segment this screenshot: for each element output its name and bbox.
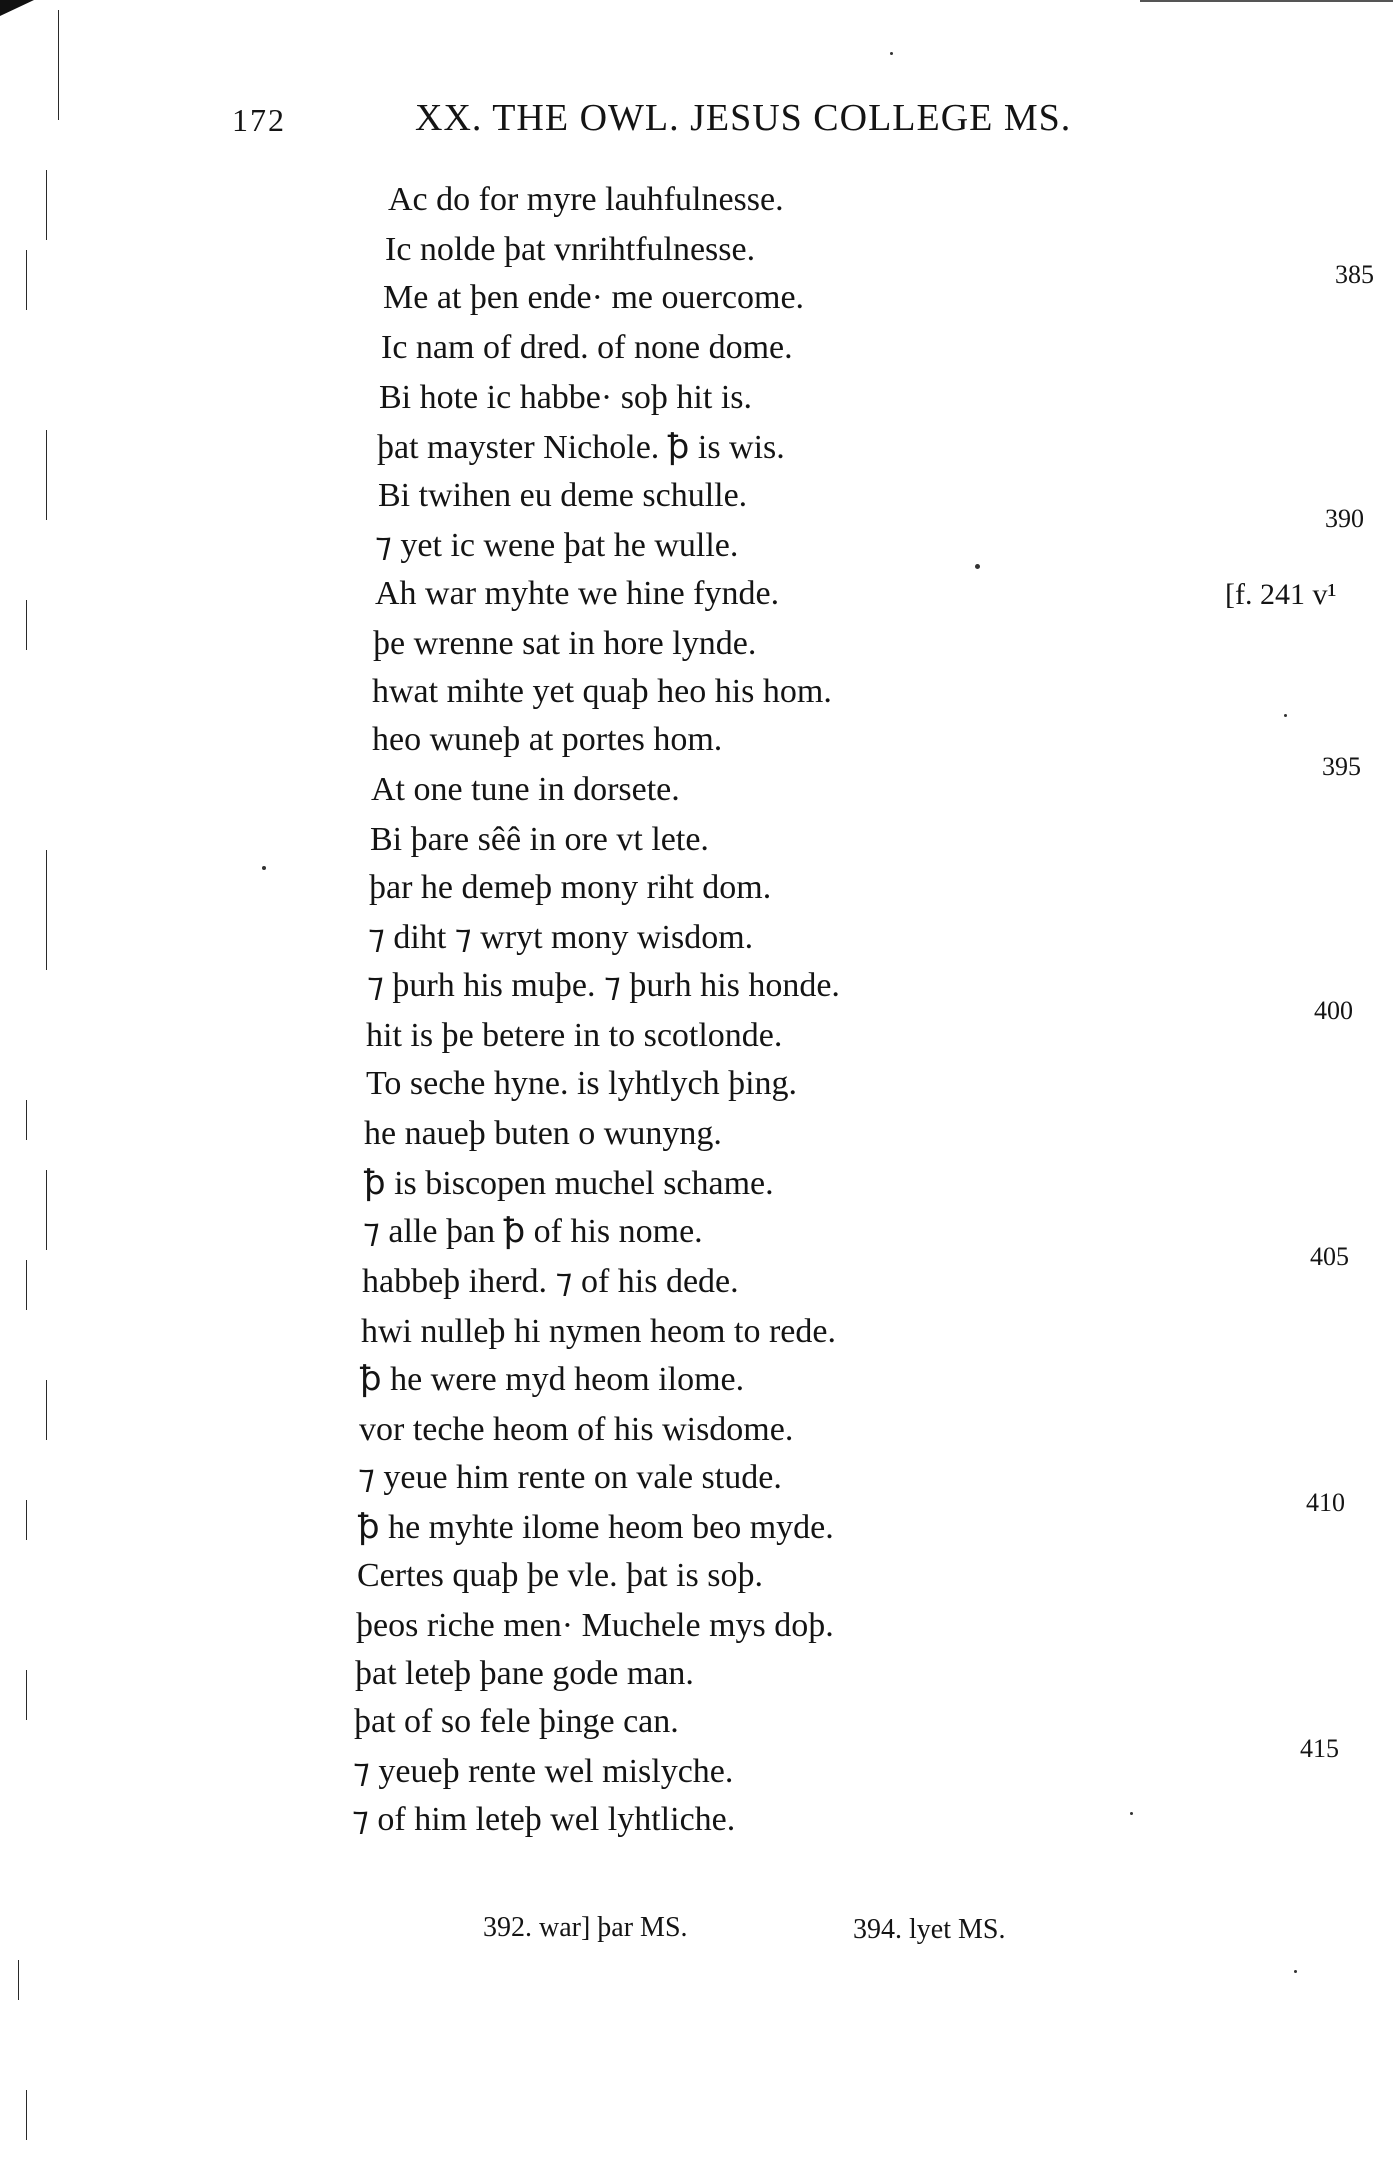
verse-line: Bi hote ic habbe· soþ hit is.: [379, 379, 753, 416]
verse-line: hwi nulleþ hi nymen heom to rede.: [361, 1313, 836, 1350]
verse-line: vor teche heom of his wisdome.: [359, 1411, 794, 1448]
verse-line: Me at þen ende· me ouercome.: [383, 279, 805, 316]
gutter-mark: [26, 600, 27, 650]
gutter-mark: [46, 430, 47, 520]
line-number: 400: [1314, 996, 1353, 1025]
verse-line: ⁊ diht ⁊ wryt mony wisdom.: [368, 919, 754, 956]
verse-line: ⁊ yet ic wene þat he wulle.: [375, 527, 739, 564]
gutter-mark: [46, 850, 47, 970]
gutter-mark: [26, 1100, 27, 1140]
verse-line: þat of so fele þinge can.: [354, 1703, 679, 1740]
verse-line: þat mayster Nichole. ꝥ is wis.: [377, 429, 785, 466]
speck: [890, 52, 893, 55]
line-number: 410: [1306, 1488, 1345, 1517]
speck: [262, 866, 266, 870]
top-rule: [1140, 0, 1393, 2]
line-number: 405: [1310, 1242, 1349, 1271]
verse-line: Ac do for myre lauhfulnesse.: [388, 181, 784, 218]
folio-reference: [f. 241 v¹: [1225, 578, 1337, 611]
verse-line: ⁊ yeue him rente on vale stude.: [358, 1459, 782, 1496]
verse-line: habbeþ iherd. ⁊ of his dede.: [362, 1263, 739, 1300]
footnotes: [0, 1912, 1393, 1962]
verse-line: Ic nam of dred. of none dome.: [381, 329, 793, 366]
verse-line: hit is þe betere in to scotlonde.: [366, 1017, 783, 1054]
gutter-mark: [46, 1380, 47, 1440]
gutter-mark: [26, 2090, 27, 2140]
verse-line: ꝥ is biscopen muchel schame.: [364, 1165, 774, 1202]
verse-line: ⁊ of him leteþ wel lyhtliche.: [352, 1801, 736, 1838]
gutter-mark: [26, 1670, 27, 1720]
gutter-mark: [46, 170, 47, 240]
corner-mark: [0, 0, 34, 16]
page-number: 172: [232, 102, 286, 138]
gutter-mark: [26, 250, 27, 310]
speck: [1130, 1812, 1133, 1815]
speck: [1294, 1970, 1297, 1973]
gutter-mark: [26, 1500, 27, 1540]
verse-line: Bi þare sêê in ore vt lete.: [370, 821, 709, 858]
gutter-mark: [18, 1960, 19, 2000]
verse-line: þar he demeþ mony riht dom.: [369, 869, 772, 906]
verse-line: þeos riche men· Muchele mys doþ.: [356, 1607, 834, 1644]
verse-line: hwat mihte yet quaþ heo his hom.: [372, 673, 832, 710]
verse-line: Bi twihen eu deme schulle.: [378, 477, 748, 514]
gutter-mark: [26, 1260, 27, 1310]
footnote: 392. war] þar MS.: [483, 1912, 688, 1943]
verse-line: þe wrenne sat in hore lynde.: [373, 625, 757, 662]
speck: [1284, 714, 1287, 717]
page-header: [0, 96, 1393, 156]
verse-line: Ic nolde þat vnrihtfulnesse.: [385, 231, 756, 268]
line-number: 390: [1325, 504, 1364, 533]
verse-line: To seche hyne. is lyhtlych þing.: [366, 1065, 798, 1102]
running-title: XX. THE OWL. JESUS COLLEGE MS.: [415, 97, 1072, 139]
verse-line: ⁊ þurh his muþe. ⁊ þurh his honde.: [367, 967, 840, 1004]
footnote: 394. lyet MS.: [853, 1914, 1006, 1945]
verse-line: ⁊ yeueþ rente wel mislyche.: [353, 1753, 734, 1790]
verse-line: heo wuneþ at portes hom.: [372, 721, 723, 758]
verse-line: ꝥ he myhte ilome heom beo myde.: [358, 1509, 834, 1546]
line-number: 415: [1300, 1734, 1339, 1763]
verse-line: At one tune in dorsete.: [371, 771, 680, 808]
line-number: 385: [1335, 260, 1374, 289]
verse-line: Ah war myhte we hine fynde.: [375, 575, 780, 612]
verse-line: þat leteþ þane gode man.: [355, 1655, 694, 1692]
speck: [975, 564, 980, 569]
verse-line: ⁊ alle þan ꝥ of his nome.: [363, 1213, 703, 1250]
gutter-mark: [46, 1170, 47, 1250]
verse-line: Certes quaþ þe vle. þat is soþ.: [357, 1557, 764, 1594]
verse-line: ꝥ he were myd heom ilome.: [360, 1361, 745, 1398]
verse-line: he naueþ buten o wunyng.: [364, 1115, 722, 1152]
line-number: 395: [1322, 752, 1361, 781]
